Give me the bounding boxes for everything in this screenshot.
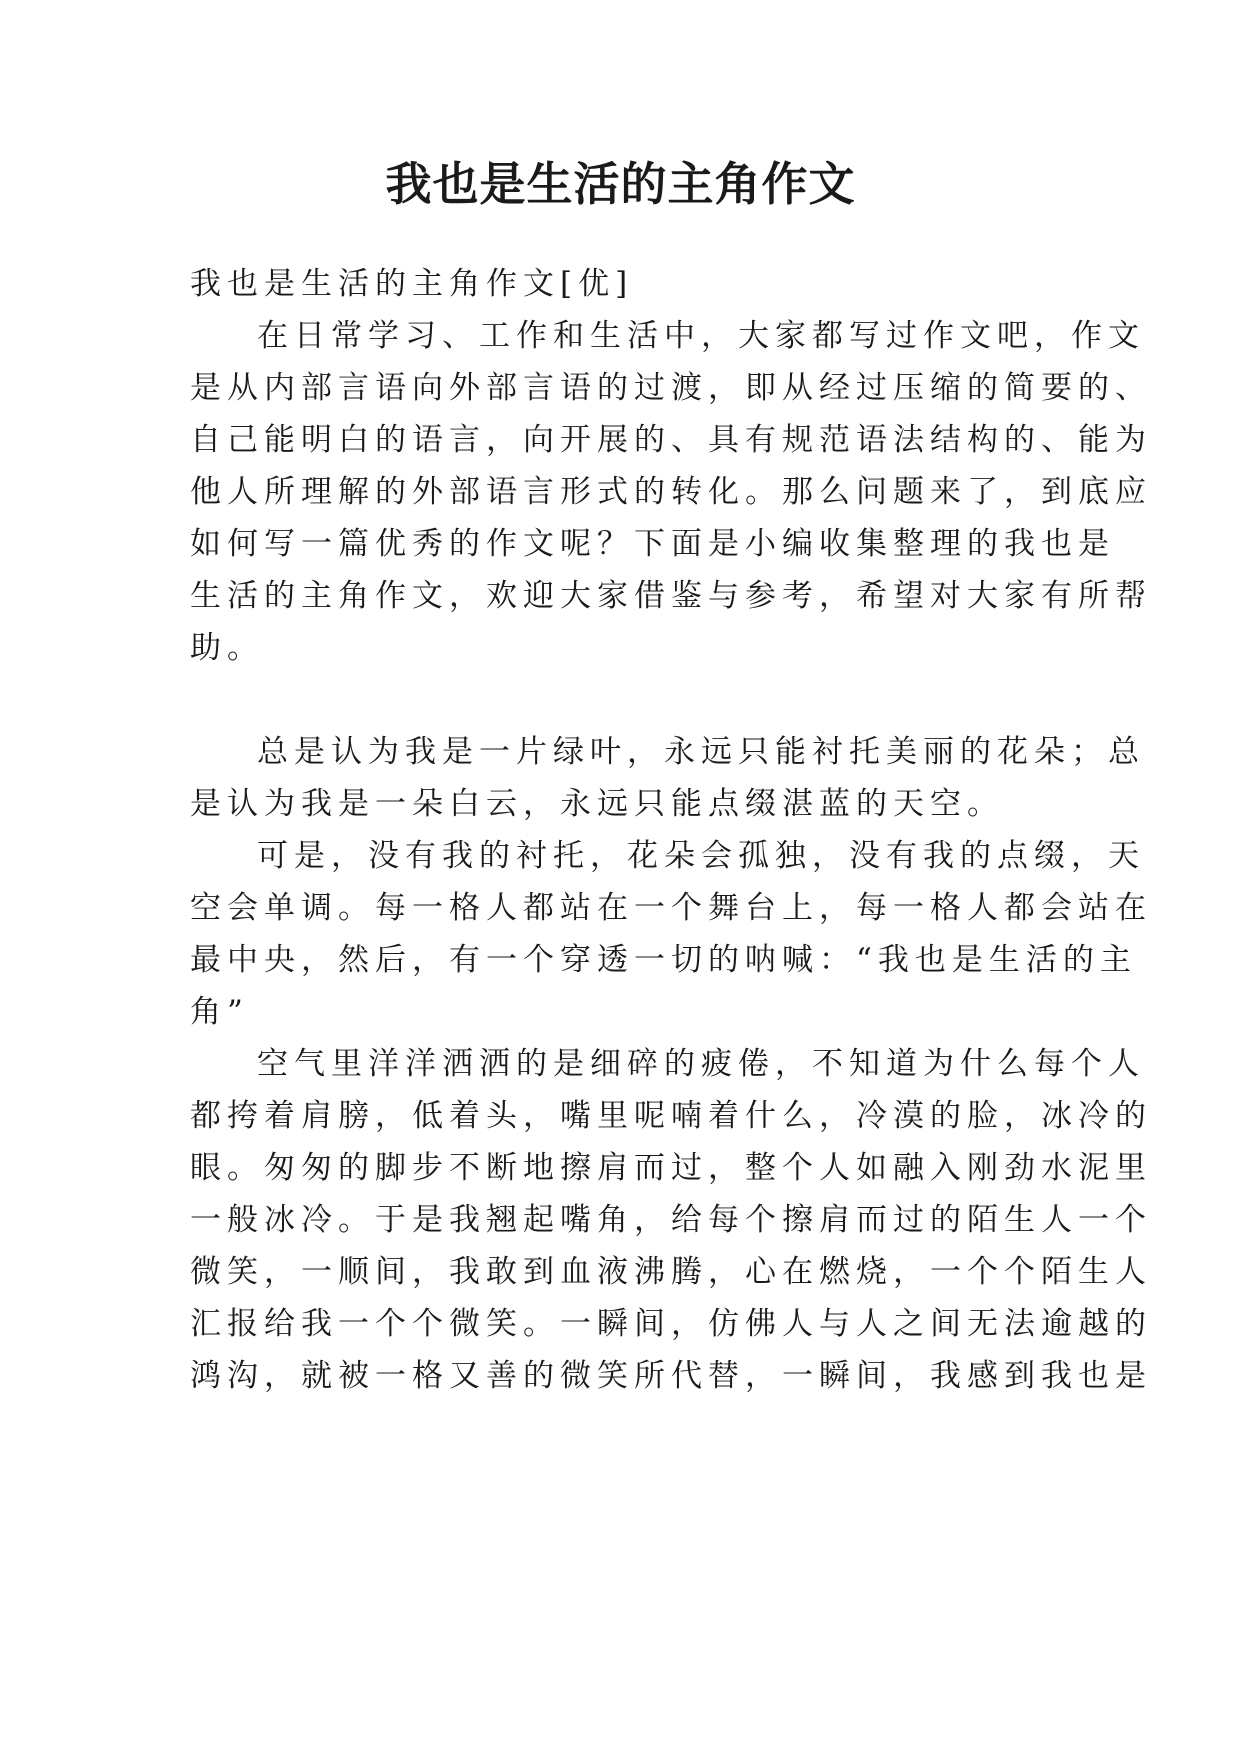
- paragraph-line: 是从内部言语向外部言语的过渡，即从经过压缩的简要的、: [190, 370, 1152, 406]
- paragraph-line: 一般冰冷。于是我翘起嘴角，给每个擦肩而过的陌生人一个: [190, 1202, 1152, 1238]
- paragraph-line: 空气里洋洋洒洒的是细碎的疲倦，不知道为什么每个人: [257, 1046, 1145, 1082]
- paragraph-line: 鸿沟，就被一格又善的微笑所代替，一瞬间，我感到我也是: [190, 1358, 1152, 1394]
- paragraph-line: 角”: [190, 994, 249, 1030]
- paragraph-line: 都挎着肩膀，低着头，嘴里呢喃着什么，冷漠的脸，冰冷的: [190, 1098, 1152, 1134]
- paragraph-line: 他人所理解的外部语言形式的转化。那么问题来了，到底应: [190, 474, 1152, 510]
- paragraph-line: 在日常学习、工作和生活中，大家都写过作文吧，作文: [257, 318, 1145, 354]
- heading-line: 我也是生活的主角作文[优]: [190, 266, 634, 302]
- paragraph-line: 如何写一篇优秀的作文呢？下面是小编收集整理的我也是: [190, 526, 1115, 562]
- paragraph-line: 总是认为我是一片绿叶，永远只能衬托美丽的花朵；总: [257, 734, 1145, 770]
- paragraph-line: 生活的主角作文，欢迎大家借鉴与参考，希望对大家有所帮: [190, 578, 1152, 614]
- paragraph-line: 微笑，一顺间，我敢到血液沸腾，心在燃烧，一个个陌生人: [190, 1254, 1152, 1290]
- paragraph-line: 助。: [190, 630, 264, 666]
- paragraph-line: 可是，没有我的衬托，花朵会孤独，没有我的点缀，天: [257, 838, 1145, 874]
- paragraph-line: 最中央，然后，有一个穿透一切的呐喊：“我也是生活的主: [190, 942, 1137, 978]
- paragraph-line: 眼。匆匆的脚步不断地擦肩而过，整个人如融入刚劲水泥里: [190, 1150, 1152, 1186]
- paragraph-line: 是认为我是一朵白云，永远只能点缀湛蓝的天空。: [190, 786, 1004, 822]
- paragraph-line: 自己能明白的语言，向开展的、具有规范语法结构的、能为: [190, 422, 1152, 458]
- document-title: 我也是生活的主角作文: [385, 157, 856, 211]
- paragraph-line: 空会单调。每一格人都站在一个舞台上，每一格人都会站在: [190, 890, 1152, 926]
- paragraph-line: 汇报给我一个个微笑。一瞬间，仿佛人与人之间无法逾越的: [190, 1306, 1152, 1342]
